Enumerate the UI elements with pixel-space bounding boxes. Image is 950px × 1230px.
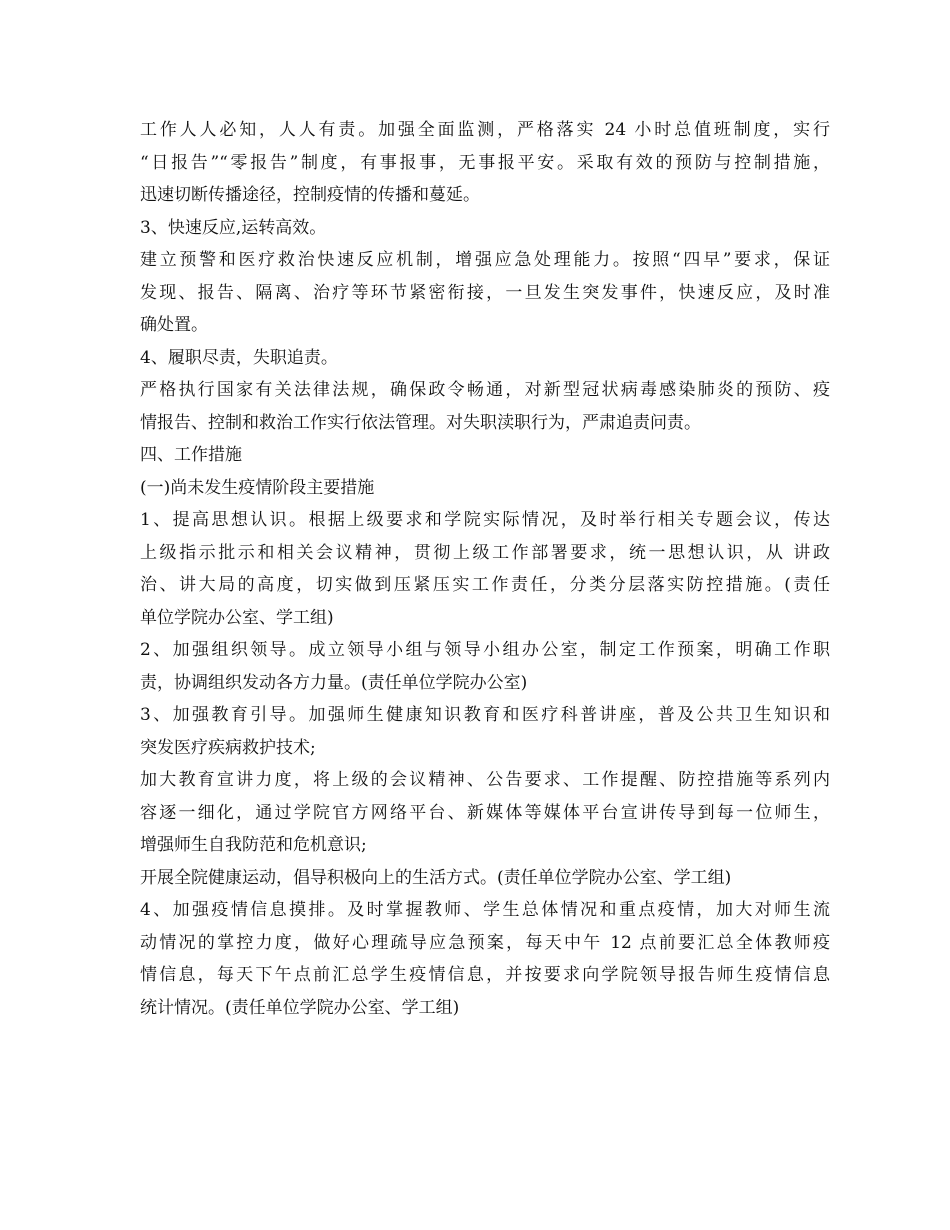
text-line: 4、加强疫情信息摸排。及时掌握教师、学生总体情况和重点疫情，加大对师生流 — [140, 900, 830, 920]
text-line: 建立预警和医疗救治快速反应机制，增强应急处理能力。按照“四早”要求，保证 — [140, 250, 830, 270]
text-line: 容逐一细化，通过学院官方网络平台、新媒体等媒体平台宣讲传导到每一位师生， — [140, 802, 830, 823]
section-heading: 3、快速反应,运转高效。 — [140, 217, 327, 238]
text-line: 加大教育宣讲力度，将上级的会议精神、公告要求、工作提醒、防控措施等系列内 — [140, 770, 830, 790]
text-line: 发现、报告、隔离、治疗等环节紧密衔接，一旦发生突发事件，快速反应，及时准 — [140, 282, 830, 303]
subsection-heading: (一)尚未发生疫情阶段主要措施 — [140, 477, 375, 498]
text-line: “日报告”“零报告”制度，有事报事，无事报平安。采取有效的预防与控制措施， — [140, 152, 830, 173]
text-line: 统计情况。(责任单位学院办公室、学工组) — [140, 997, 460, 1018]
section-heading: 四、工作措施 — [140, 445, 242, 465]
text-line: 严格执行国家有关法律法规，确保政令畅通，对新型冠状病毒感染肺炎的预防、疫 — [140, 380, 830, 400]
text-line: 1、提高思想认识。根据上级要求和学院实际情况，及时举行相关专题会议，传达 — [140, 510, 830, 530]
text-line: 2、加强组织领导。成立领导小组与领导小组办公室，制定工作预案，明确工作职 — [140, 640, 830, 660]
text-line: 确处置。 — [140, 315, 208, 335]
text-line: 工作人人必知，人人有责。加强全面监测，严格落实 24 小时总值班制度，实行 — [140, 120, 830, 140]
text-line: 情报告、控制和救治工作实行依法管理。对失职渎职行为，严肃追责问责。 — [140, 412, 701, 433]
text-line: 责，协调组织发动各方力量。(责任单位学院办公室) — [140, 672, 528, 693]
text-line: 增强师生自我防范和危机意识; — [140, 835, 367, 855]
text-line: 单位学院办公室、学工组) — [140, 607, 334, 628]
text-line: 3、加强教育引导。加强师生健康知识教育和医疗科普讲座，普及公共卫生知识和 — [140, 705, 830, 725]
text-line: 情信息，每天下午点前汇总学生疫情信息，并按要求向学院领导报告师生疫情信息 — [140, 965, 830, 985]
text-line: 迅速切断传播途径，控制疫情的传播和蔓延。 — [140, 185, 480, 205]
text-line: 开展全院健康运动，倡导积极向上的生活方式。(责任单位学院办公室、学工组) — [140, 867, 732, 888]
text-line: 上级指示批示和相关会议精神，贯彻上级工作部署要求，统一思想认识，从 讲政 — [140, 542, 830, 563]
text-line: 突发医疗疾病救护技术; — [140, 737, 316, 758]
text-line: 治、讲大局的高度，切实做到压紧压实工作责任，分类分层落实防控措施。(责任 — [140, 575, 830, 595]
section-heading: 4、履职尽责，失职追责。 — [140, 347, 338, 368]
text-line: 动情况的掌控力度，做好心理疏导应急预案，每天中午 12 点前要汇总全体教师疫 — [140, 932, 830, 953]
document-body — [140, 114, 830, 1024]
